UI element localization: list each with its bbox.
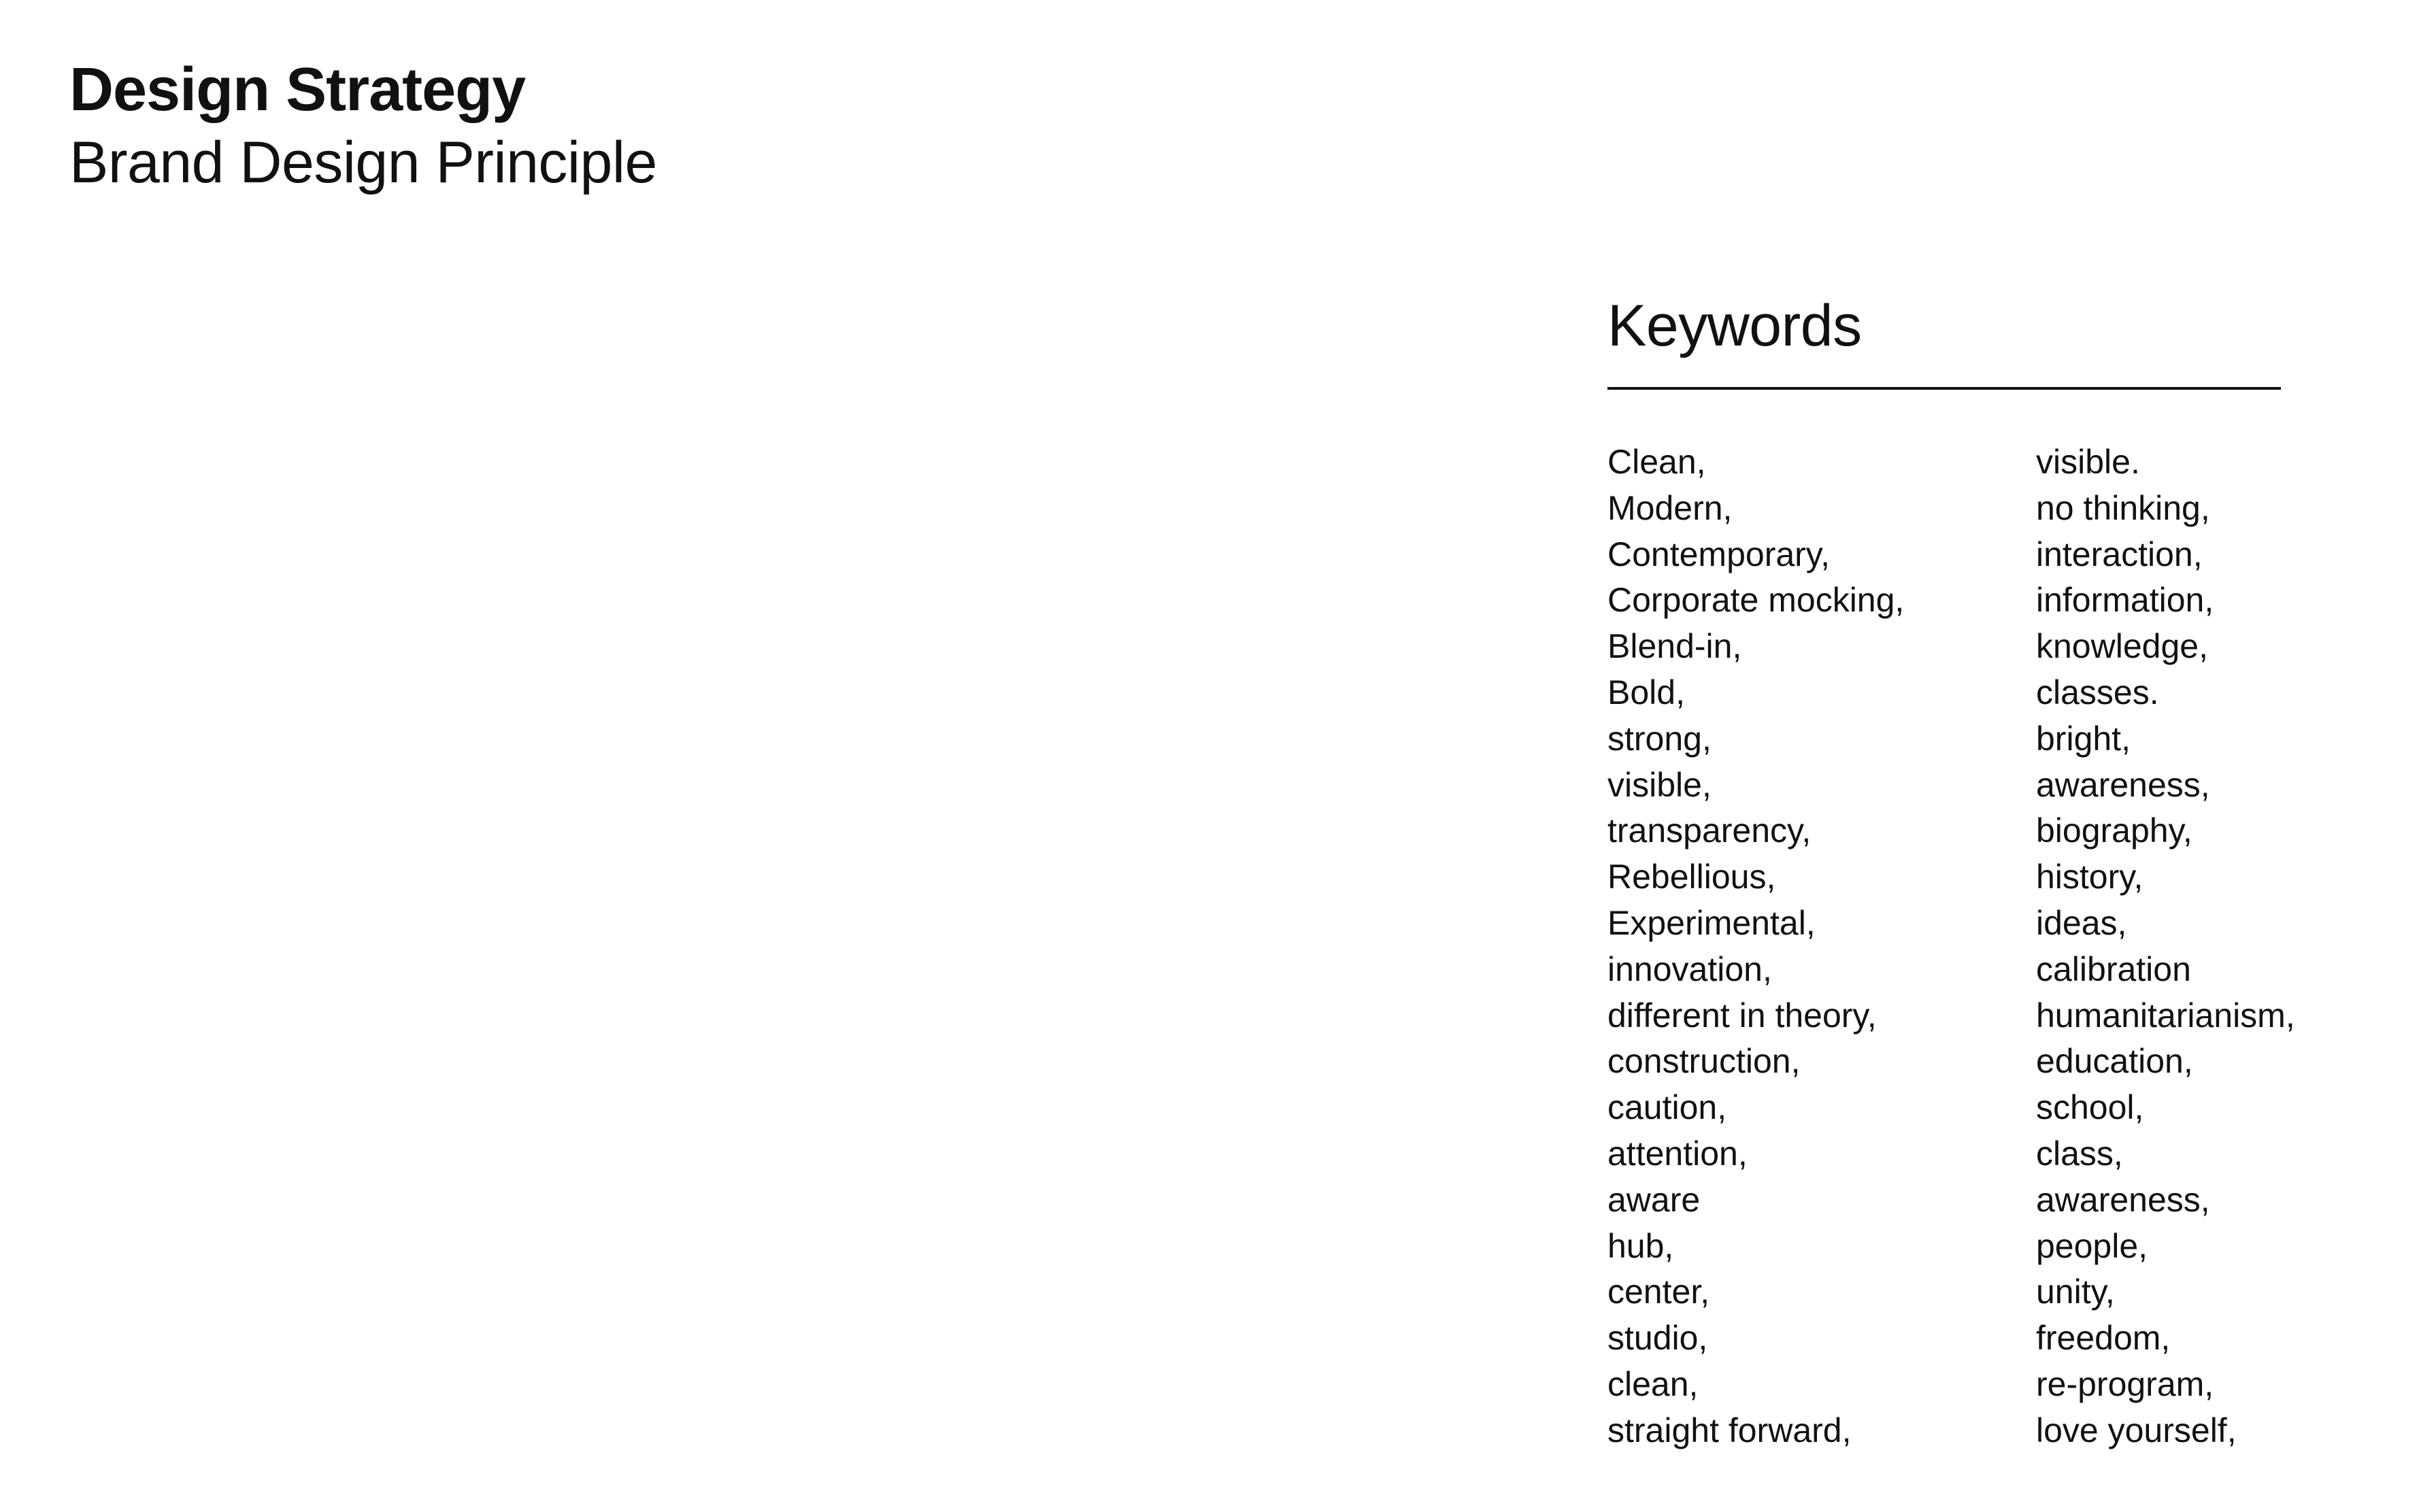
keywords-divider [1607,387,2281,390]
keyword-item: straight forward, [1607,1411,1852,1449]
keyword-item: calibration [2036,950,2191,988]
keyword-item: center, [1607,1273,1710,1311]
keyword-item: freedom, [2036,1319,2171,1358]
keyword-item: ideas, [2036,903,2127,942]
keyword-item: biography, [2036,811,2192,850]
keywords-left-column [1607,439,1904,1454]
keyword-item: class, [2036,1134,2123,1173]
keyword-item: innovation, [1607,950,1772,988]
keyword-item: re-program, [2036,1364,2214,1403]
keyword-item: hub, [1607,1226,1674,1265]
keyword-item: studio, [1607,1319,1708,1358]
keyword-item: Experimental, [1607,903,1816,942]
keywords-heading: Keywords [1607,293,1862,358]
keyword-item: Modern, [1607,488,1733,527]
keyword-item: caution, [1607,1088,1727,1127]
keyword-item: classes. [2036,673,2159,711]
page-subtitle: Brand Design Principle [69,130,657,195]
keyword-item: Contemporary, [1607,535,1830,573]
keyword-item: bright, [2036,719,2131,758]
keyword-item: humanitarianism, [2036,996,2295,1035]
keyword-item: knowledge, [2036,627,2208,666]
keyword-item: Rebellious, [1607,858,1776,896]
keyword-item: attention, [1607,1134,1748,1173]
keyword-item: people, [2036,1226,2148,1265]
keyword-item: interaction, [2036,535,2203,573]
keyword-item: unity, [2036,1273,2115,1311]
keyword-item: awareness, [2036,765,2210,804]
keyword-item: visible. [2036,443,2140,481]
keyword-item: education, [2036,1042,2193,1081]
keyword-item: different in theory, [1607,996,1877,1035]
keyword-item: school, [2036,1088,2144,1127]
keyword-item: Blend-in, [1607,627,1742,666]
keyword-item: transparency, [1607,811,1812,850]
keyword-item: strong, [1607,719,1712,758]
keyword-item: awareness, [2036,1180,2210,1219]
keyword-item: Bold, [1607,673,1685,711]
keyword-item: love yourself, [2036,1411,2237,1449]
keyword-item: history, [2036,858,2143,896]
keyword-item: clean, [1607,1364,1699,1403]
keyword-item: information, [2036,581,2214,620]
keyword-item: construction, [1607,1042,1801,1081]
page-title: Design Strategy [69,56,526,124]
keyword-item: no thinking, [2036,488,2210,527]
page-header [69,54,657,199]
keyword-item: Corporate mocking, [1607,581,1905,620]
keywords-panel [1607,288,2295,1449]
keyword-item: Clean, [1607,443,1706,481]
keyword-item: visible, [1607,765,1712,804]
keyword-item: aware [1607,1180,1701,1219]
keywords-right-column [2036,439,2295,1454]
